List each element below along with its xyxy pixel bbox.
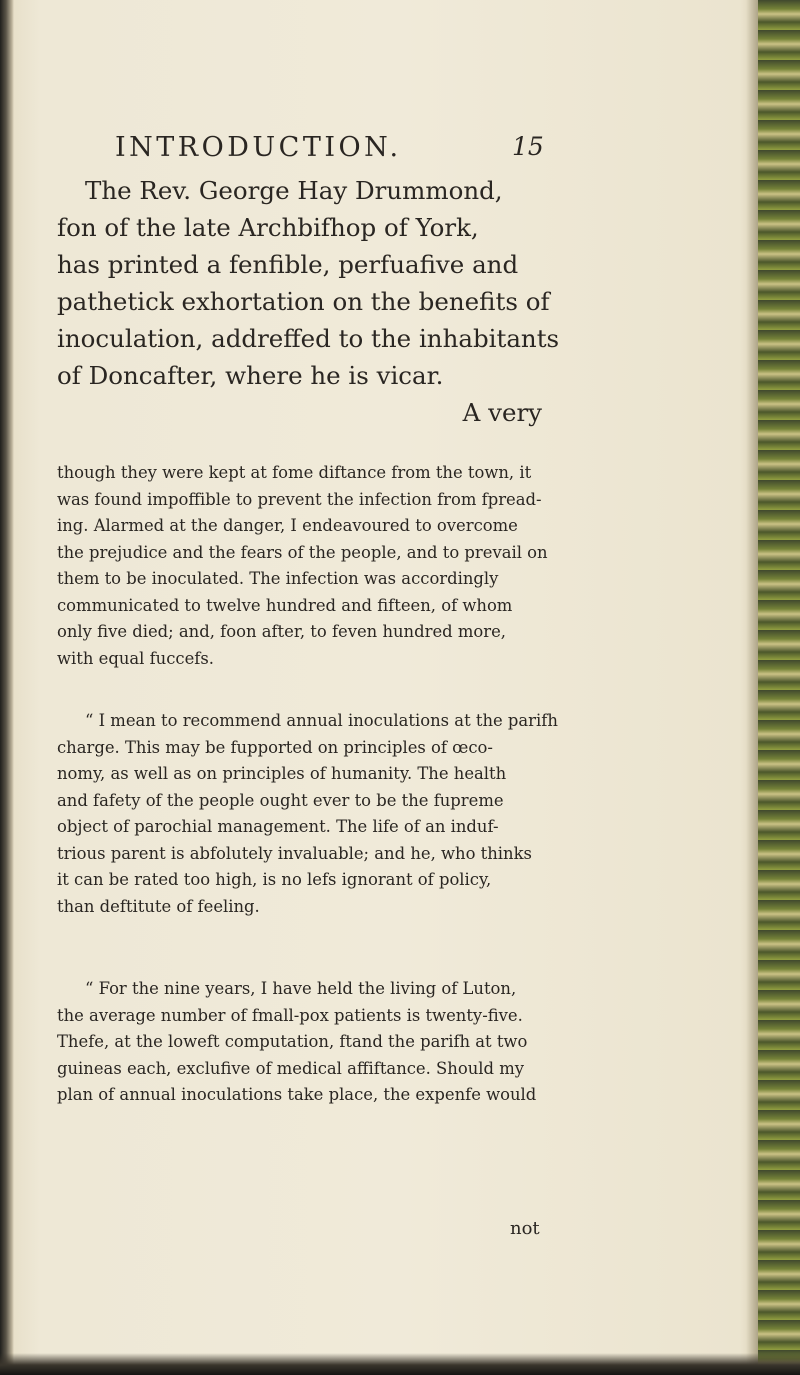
footnote-paragraph-3 <box>57 976 542 1109</box>
text-line: plan of annual inoculations take place, the expenfe would <box>57 1085 537 1104</box>
page-bottom-shadow <box>0 1353 800 1375</box>
text-line: object of parochial management. The life of an induf- <box>57 817 499 836</box>
text-line: than deftitute of feeling. <box>57 896 260 916</box>
text-line: was found impoffible to prevent the infection from fpread- <box>57 489 542 509</box>
marbled-edge <box>758 0 800 1375</box>
page-edge-shadow <box>746 0 758 1375</box>
text-line: nomy, as well as on principles of humanity. The health <box>57 764 507 783</box>
text-line: the average number of fmall-pox patients is twenty-five. <box>57 1005 523 1025</box>
text-line: it can be rated too high, is no lefs ignorant of policy, <box>57 870 492 889</box>
text-line: pathetick exhortation on the benefits of <box>57 287 550 316</box>
continuation-text: A very <box>462 398 542 427</box>
text-line: trious parent is abfolutely invaluable; and he, who thinks <box>57 843 532 863</box>
text-line: the prejudice and the fears of the people, and to prevail on <box>57 542 548 562</box>
text-line: inoculation, addreffed to the inhabitants <box>57 324 560 353</box>
text-line: with equal fuccefs. <box>57 648 214 668</box>
text-line: charge. This may be fupported on principles of œco- <box>57 737 493 757</box>
text-line: of Doncafter, where he is vicar. <box>57 361 444 390</box>
catchword: not <box>510 1218 540 1239</box>
page-number: 15 <box>512 132 544 161</box>
footnote-paragraph-2 <box>57 708 558 920</box>
text-line: them to be inoculated. The infection was accordingly <box>57 569 499 588</box>
text-line: fon of the late Archbifhop of York, <box>57 213 479 242</box>
footnote-paragraph-1 <box>57 460 548 672</box>
text-line: Thefe, at the loweft computation, ftand the parifh at two <box>57 1032 528 1051</box>
text-line: “ I mean to recommend annual inoculations at the parifh <box>85 711 558 730</box>
text-line: guineas each, exclufive of medical affiftance. Should my <box>57 1058 525 1078</box>
text-line: only five died; and, foon after, to feven hundred more, <box>57 622 506 641</box>
page-gutter-shadow <box>0 0 14 1375</box>
main-paragraph <box>57 172 560 431</box>
text-line: and fafety of the people ought ever to be the fupreme <box>57 790 504 810</box>
text-line: has printed a fenfible, perfuafive and <box>57 250 519 279</box>
text-line: ing. Alarmed at the danger, I endeavoured to overcome <box>57 516 518 535</box>
text-line: “ For the nine years, I have held the living of Luton, <box>85 979 517 998</box>
running-title: INTRODUCTION. <box>115 132 402 163</box>
text-line: communicated to twelve hundred and fifteen, of whom <box>57 595 513 615</box>
text-line: though they were kept at fome diftance from the town, it <box>57 463 532 482</box>
text-line: The Rev. George Hay Drummond, <box>85 176 503 205</box>
